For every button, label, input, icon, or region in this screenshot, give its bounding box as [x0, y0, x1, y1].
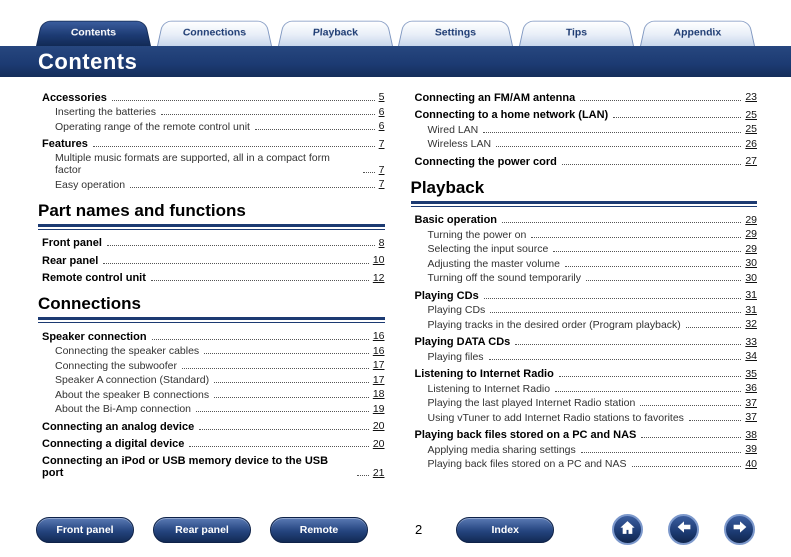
toc-entry[interactable] — [38, 119, 385, 134]
toc-entry-label: Turning off the sound temporarily — [427, 272, 582, 284]
dotted-leader — [640, 405, 741, 406]
toc-entry[interactable] — [411, 428, 758, 443]
toc-entry[interactable] — [411, 396, 758, 411]
dotted-leader — [553, 251, 741, 252]
dotted-leader — [689, 420, 741, 421]
dotted-leader — [555, 391, 741, 392]
current-page-number: 2 — [415, 522, 423, 537]
toc-page-number[interactable]: 21 — [372, 466, 385, 479]
toc-entry[interactable] — [411, 457, 758, 472]
section-heading: Part names and functions — [38, 201, 385, 227]
toc-column-right — [411, 87, 758, 480]
toc-entry-label: Connecting an analog device — [42, 420, 195, 433]
toc-entry[interactable] — [38, 402, 385, 417]
toc-page-number[interactable]: 10 — [372, 254, 385, 266]
toc-entry-label: Wired LAN — [427, 123, 479, 136]
home-button[interactable] — [612, 514, 643, 545]
dotted-leader — [152, 339, 369, 340]
dotted-leader — [632, 466, 742, 467]
toc-entry[interactable] — [411, 349, 758, 364]
toc-page-number[interactable]: 35 — [745, 367, 757, 380]
toc-page-number[interactable]: 25 — [745, 108, 757, 121]
toc-entry-label: Remote control unit — [42, 272, 146, 284]
toc-entry[interactable] — [411, 367, 758, 382]
toc-page-number[interactable]: 6 — [378, 105, 385, 118]
toc-entry[interactable] — [38, 137, 385, 152]
toc-entry[interactable] — [38, 253, 385, 268]
toc-entry-label: About the speaker B connections — [55, 388, 210, 401]
dotted-leader — [214, 397, 369, 398]
toc-page-number[interactable]: 31 — [745, 289, 757, 301]
toc-entry-label: Wireless LAN — [427, 138, 492, 150]
dotted-leader — [189, 446, 368, 447]
dotted-leader — [641, 437, 741, 438]
dotted-leader — [565, 266, 741, 267]
toc-entry-label: Speaker connection — [42, 330, 147, 343]
toc-page-number[interactable]: 16 — [372, 344, 385, 357]
toc-entry-label: Connecting the speaker cables — [55, 345, 200, 357]
toc-entry-label: Adjusting the master volume — [427, 257, 560, 270]
toc-entry[interactable] — [38, 358, 385, 373]
dotted-leader — [255, 129, 375, 130]
toc-entry-label: Connecting an FM/AM antenna — [414, 91, 576, 104]
toc-entry-label: Rear panel — [42, 254, 99, 267]
toc-entry-label: Listening to Internet Radio — [414, 368, 554, 380]
index-button[interactable]: Index — [456, 517, 554, 543]
toc-page-number[interactable]: 17 — [372, 373, 385, 386]
toc-page-number[interactable]: 37 — [745, 396, 757, 409]
toc-page-number[interactable]: 30 — [745, 271, 757, 284]
toc-entry-label: Playing the last played Internet Radio station — [427, 397, 636, 409]
dotted-leader — [182, 368, 369, 369]
toc-entry[interactable] — [411, 317, 758, 332]
toc-entry-label: Speaker A connection (Standard) — [55, 374, 210, 386]
toc-page-number[interactable]: 6 — [378, 120, 385, 132]
toc-page-number[interactable]: 33 — [745, 335, 757, 348]
toc-entry[interactable] — [411, 335, 758, 350]
dotted-leader — [204, 353, 369, 354]
toc-entry-label: Accessories — [42, 91, 107, 104]
toc-entry[interactable] — [38, 454, 385, 480]
dotted-leader — [363, 172, 375, 173]
toc-entry-label: Playing files — [427, 350, 484, 363]
toc-page-number[interactable]: 12 — [372, 271, 385, 284]
toc-page-number[interactable]: 29 — [745, 228, 757, 240]
home-icon — [619, 519, 636, 541]
toc-page-number[interactable]: 29 — [745, 242, 757, 255]
toc-entry-label: Connecting the power cord — [414, 155, 557, 168]
toc-page-number[interactable]: 31 — [745, 303, 757, 316]
dotted-leader — [112, 100, 375, 101]
toc-entry[interactable] — [411, 122, 758, 137]
dotted-leader — [490, 312, 741, 313]
dotted-leader — [214, 382, 369, 383]
toc-entry[interactable] — [38, 105, 385, 120]
toc-entry[interactable] — [411, 108, 758, 123]
toc-entry-label: Playing back files stored on a PC and NAS — [414, 429, 637, 441]
toc-entry[interactable] — [411, 288, 758, 303]
dotted-leader — [586, 280, 741, 281]
dotted-leader — [502, 222, 741, 223]
nav-buttons — [612, 514, 755, 545]
toc-entry-label: About the Bi-Amp connection — [55, 403, 191, 415]
toc-page-number[interactable]: 25 — [745, 123, 757, 135]
toc-page-number[interactable]: 8 — [378, 236, 385, 249]
toc-entry[interactable] — [38, 344, 385, 359]
toc-entry-label: Features — [42, 138, 88, 150]
toc-entry-label: Connecting an iPod or USB memory device to the USB port — [42, 455, 329, 479]
toc-page-number[interactable]: 27 — [745, 155, 757, 167]
dotted-leader — [357, 475, 369, 476]
toc-entry[interactable] — [411, 381, 758, 396]
toc-entry-label: Inserting the batteries — [55, 106, 156, 118]
tab-appendix[interactable]: Appendix — [640, 21, 755, 46]
toc-entry[interactable] — [38, 271, 385, 286]
toc-entry[interactable] — [411, 256, 758, 271]
dotted-leader — [531, 237, 741, 238]
toc-entry-label: Listening to Internet Radio — [427, 382, 551, 395]
tab-bar — [0, 0, 791, 46]
toc-page-number[interactable]: 26 — [745, 137, 757, 150]
toc-entry[interactable] — [411, 442, 758, 457]
dotted-leader — [613, 117, 741, 118]
toc-page-number[interactable]: 38 — [745, 428, 757, 441]
toc-page-number[interactable]: 37 — [745, 411, 757, 423]
toc-entry-label: Operating range of the remote control unit — [55, 120, 250, 133]
toc-page-number[interactable]: 39 — [745, 443, 757, 455]
toc-entry-label: Playing DATA CDs — [414, 336, 511, 348]
toc-entry[interactable] — [411, 271, 758, 286]
toc-entry[interactable] — [411, 90, 758, 105]
dotted-leader — [580, 100, 741, 101]
toc-entry-label: Using vTuner to add Internet Radio stations to favorites — [427, 411, 684, 424]
toc-columns — [0, 77, 791, 480]
toc-entry[interactable] — [411, 213, 758, 228]
tab-settings[interactable]: Settings — [398, 21, 513, 46]
toc-entry[interactable] — [38, 151, 385, 177]
rear-panel-button[interactable]: Rear panel — [153, 517, 251, 543]
front-panel-button[interactable]: Front panel — [36, 517, 134, 543]
dotted-leader — [161, 114, 375, 115]
dotted-leader — [103, 263, 369, 264]
toc-entry[interactable] — [411, 242, 758, 257]
toc-entry[interactable] — [38, 419, 385, 434]
toc-entry-label: Easy operation — [55, 178, 126, 191]
toc-entry[interactable] — [411, 303, 758, 318]
toc-entry[interactable] — [38, 236, 385, 251]
tab-contents[interactable]: Contents — [36, 21, 151, 46]
dotted-leader — [562, 164, 741, 165]
dotted-leader — [130, 187, 375, 188]
toc-page-number[interactable]: 5 — [378, 91, 385, 103]
toc-entry[interactable] — [38, 329, 385, 344]
dotted-leader — [151, 280, 369, 281]
dotted-leader — [489, 359, 742, 360]
tab-playback[interactable]: Playback — [278, 21, 393, 46]
toc-entry[interactable] — [411, 410, 758, 425]
dotted-leader — [199, 429, 369, 430]
page-title: Contents — [0, 46, 791, 77]
toc-entry-label: Playing CDs — [427, 304, 486, 316]
toc-entry[interactable] — [38, 373, 385, 388]
section-heading: Playback — [411, 178, 758, 204]
toc-entry[interactable] — [411, 154, 758, 169]
toc-entry-label: Selecting the input source — [427, 243, 549, 255]
toc-entry-label: Connecting a digital device — [42, 438, 185, 450]
dotted-leader — [196, 411, 369, 412]
toc-entry[interactable] — [38, 90, 385, 105]
next-page-button[interactable] — [724, 514, 755, 545]
dotted-leader — [559, 376, 741, 377]
toc-entry[interactable] — [38, 387, 385, 402]
tab-connections[interactable]: Connections — [157, 21, 272, 46]
toc-entry-label: Multiple music formats are supported, all in a compact form factor — [55, 152, 330, 176]
arrow-left-icon — [675, 518, 693, 541]
toc-page-number[interactable]: 7 — [378, 163, 385, 176]
dotted-leader — [496, 146, 741, 147]
toc-entry-label: Turning the power on — [427, 228, 527, 241]
dotted-leader — [484, 298, 742, 299]
toc-page-number[interactable]: 7 — [378, 137, 385, 150]
toc-entry-label: Connecting to a home network (LAN) — [414, 109, 609, 121]
previous-page-button[interactable] — [668, 514, 699, 545]
section-heading: Connections — [38, 294, 385, 320]
toc-page-number[interactable]: 20 — [372, 420, 385, 432]
toc-page-number[interactable]: 30 — [745, 257, 757, 269]
toc-page-number[interactable]: 18 — [372, 388, 385, 400]
remote-button[interactable]: Remote — [270, 517, 368, 543]
toc-entry-label: Playing CDs — [414, 289, 479, 302]
dotted-leader — [581, 452, 742, 453]
toc-page-number[interactable]: 16 — [372, 330, 385, 342]
toc-entry[interactable] — [411, 227, 758, 242]
toc-page-number[interactable]: 23 — [745, 91, 757, 103]
toc-page-number[interactable]: 7 — [378, 178, 385, 190]
dotted-leader — [107, 245, 375, 246]
toc-entry-label: Applying media sharing settings — [427, 443, 576, 456]
dotted-leader — [686, 327, 742, 328]
toc-entry-label: Playing back files stored on a PC and NAS — [427, 458, 627, 470]
toc-entry[interactable] — [38, 437, 385, 452]
toc-page-number[interactable]: 19 — [372, 402, 385, 415]
toc-page-number[interactable]: 40 — [745, 457, 757, 470]
toc-entry-label: Connecting the subwoofer — [55, 359, 177, 372]
toc-page-number[interactable]: 36 — [745, 382, 757, 394]
toc-page-number[interactable]: 20 — [372, 437, 385, 450]
toc-entry-label: Front panel — [42, 237, 102, 249]
toc-page-number[interactable]: 32 — [745, 318, 757, 330]
arrow-right-icon — [731, 518, 749, 541]
toc-column-left — [38, 87, 385, 480]
toc-entry[interactable] — [411, 137, 758, 152]
tab-tips[interactable]: Tips — [519, 21, 634, 46]
dotted-leader — [515, 344, 741, 345]
dotted-leader — [93, 146, 375, 147]
dotted-leader — [483, 132, 741, 133]
toc-page-number[interactable]: 17 — [372, 359, 385, 371]
toc-entry-label: Playing tracks in the desired order (Program playback) — [427, 318, 681, 331]
toc-page-number[interactable]: 29 — [745, 213, 757, 226]
footer-bar — [0, 514, 791, 545]
toc-entry[interactable] — [38, 177, 385, 192]
toc-page-number[interactable]: 34 — [745, 350, 757, 362]
toc-entry-label: Basic operation — [414, 214, 498, 226]
